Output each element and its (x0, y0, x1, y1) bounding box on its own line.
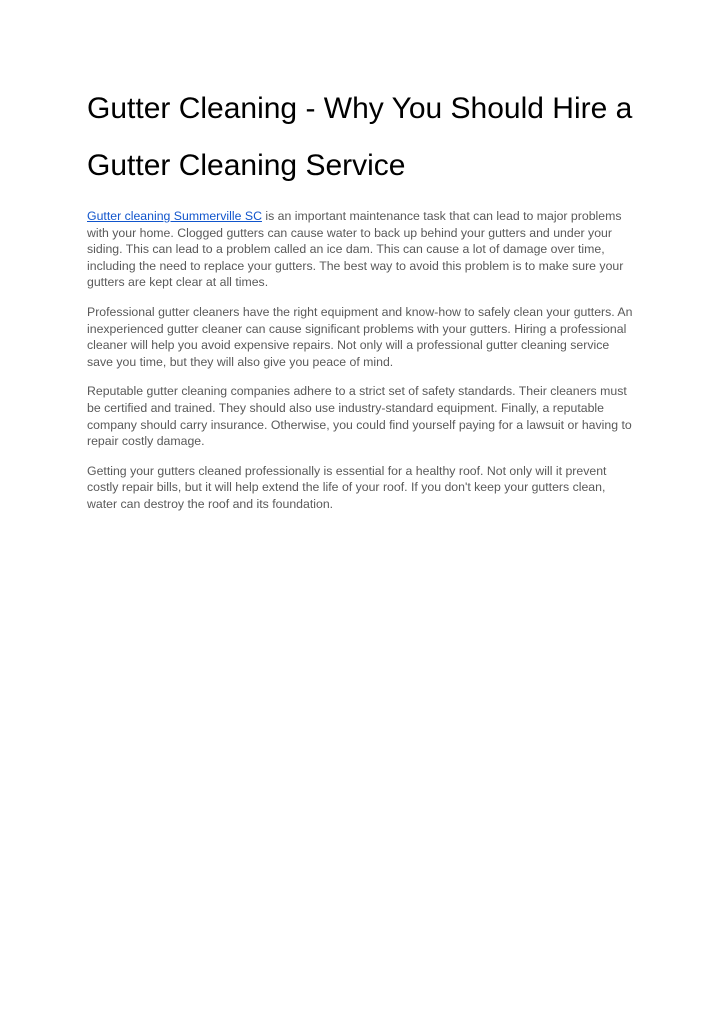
paragraph-3: Reputable gutter cleaning companies adhere to a strict set of safety standards. Their cleaners must be certified and trained. They should also use industry-standard equipment. Finally, a reputable company should carry insurance. Otherwise, you could find yourself paying for a lawsuit or having to repair costly damage. (87, 384, 632, 449)
paragraph-1-text: is an important maintenance task that can lead to major problems with your home. Clogged gutters can cause water to back up behind your gutters and under your siding. This can lead to a problem called an ice dam. This can cause a lot of damage over time, including the need to replace your gutters. The best way to avoid this problem is to make sure your gutters are kept clear at all times. (87, 209, 624, 290)
document-title: Gutter Cleaning - Why You Should Hire a Gutter Cleaning Service (87, 92, 633, 182)
paragraph-1 (87, 208, 635, 291)
document-content (87, 80, 635, 526)
paragraph-4: Getting your gutters cleaned professionally is essential for a healthy roof. Not only will it prevent costly repair bills, but it will help extend the life of your roof. If you don't keep your gutters clean, water can destroy the roof and its foundation. (87, 463, 607, 511)
paragraph-2: Professional gutter cleaners have the right equipment and know-how to safely clean your gutters. An inexperienced gutter cleaner can cause significant problems with your gutters. Hiring a professional cleaner will help you avoid expensive repairs. Not only will a professional gutter cleaning service save you time, but they will also give you peace of mind. (87, 304, 633, 369)
summerville-gutter-cleaning-link[interactable]: Gutter cleaning Summerville SC (87, 209, 262, 223)
